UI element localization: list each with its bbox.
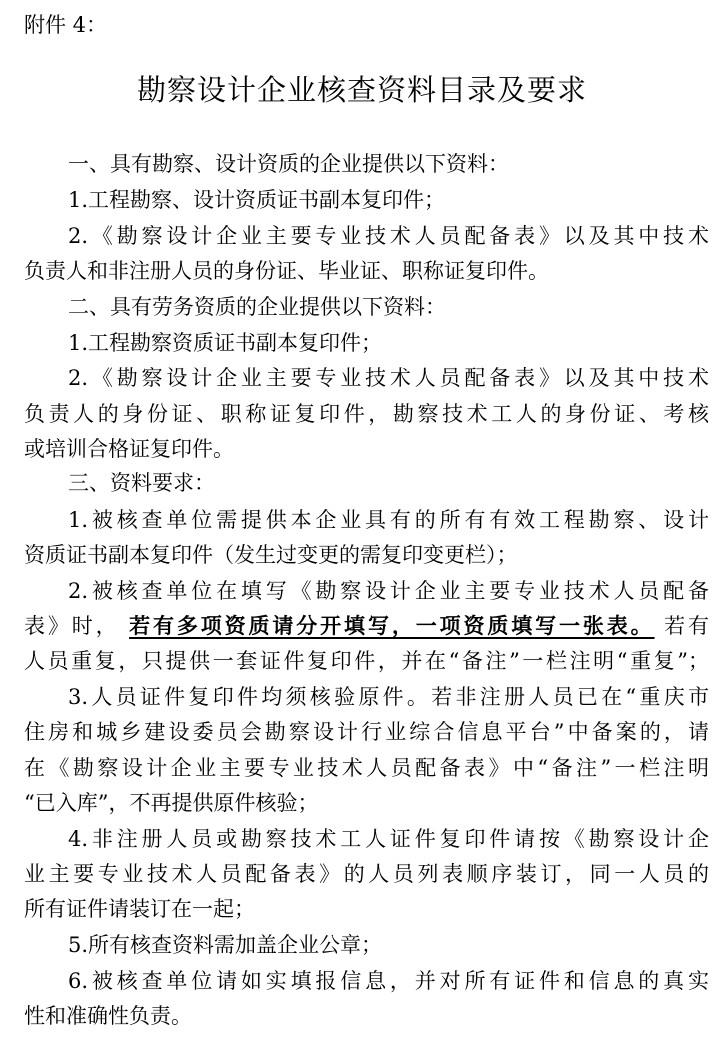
paragraph-line: 1.被核查单位需提供本企业具有的所有有效工程勘察、设计: [68, 508, 709, 532]
emphasis-text: 若有多项资质请分开填写，一项资质填写一张表。: [129, 614, 655, 638]
paragraph-line: 5.所有核查资料需加盖企业公章；: [68, 933, 383, 957]
paragraph-line: 人员重复，只提供一套证件复印件，并在“备注”一栏注明“重复”；: [24, 649, 709, 673]
line-suffix: 若有: [664, 614, 709, 638]
paragraph-line: 资质证书副本复印件（发生过变更的需复印变更栏）；: [24, 543, 518, 567]
paragraph-line: 负责人的身份证、职称证复印件，勘察技术工人的身份证、考核: [24, 402, 709, 426]
paragraph-line: 住房和城乡建设委员会勘察设计行业综合信息平台”中备案的，请: [24, 720, 709, 744]
annex-label: 附件 4：: [24, 13, 108, 37]
paragraph-line: 性和准确性负责。: [24, 1004, 192, 1028]
paragraph-line: 或培训合格证复印件。: [24, 437, 234, 461]
paragraph-line: 1.工程勘察、设计资质证书副本复印件；: [68, 188, 446, 212]
line-prefix: 表》时，: [24, 614, 120, 638]
paragraph-line: 4.非注册人员或勘察技术工人证件复印件请按《勘察设计企: [68, 827, 709, 851]
paragraph-line: 2.《勘察设计企业主要专业技术人员配备表》以及其中技术: [68, 224, 709, 248]
paragraph-line-emphasis: [24, 612, 709, 640]
paragraph-line: 业主要专业技术人员配备表》的人员列表顺序装订，同一人员的: [24, 862, 709, 886]
section-heading-1: 一、具有勘察、设计资质的企业提供以下资料：: [68, 152, 509, 176]
paragraph-line: 所有证件请装订在一起；: [24, 897, 255, 921]
paragraph-line: 在《勘察设计企业主要专业技术人员配备表》中“备注”一栏注明: [24, 756, 709, 780]
paragraph-line: 1.工程勘察资质证书副本复印件；: [68, 331, 383, 355]
paragraph-line: “已入库”，不再提供原件核验；: [24, 791, 319, 815]
paragraph-line: 2.《勘察设计企业主要专业技术人员配备表》以及其中技术: [68, 366, 709, 390]
section-heading-2: 二、具有劳务资质的企业提供以下资料：: [68, 295, 446, 319]
paragraph-line: 6.被核查单位请如实填报信息，并对所有证件和信息的真实: [68, 969, 709, 993]
paragraph-line: 负责人和非注册人员的身份证、毕业证、职称证复印件。: [24, 259, 549, 283]
section-heading-3: 三、资料要求：: [68, 471, 215, 495]
paragraph-line: 3.人员证件复印件均须核验原件。若非注册人员已在“重庆市: [68, 685, 709, 709]
document-title: 勘察设计企业核查资料目录及要求: [136, 73, 587, 107]
paragraph-line: 2.被核查单位在填写《勘察设计企业主要专业技术人员配备: [68, 579, 709, 603]
